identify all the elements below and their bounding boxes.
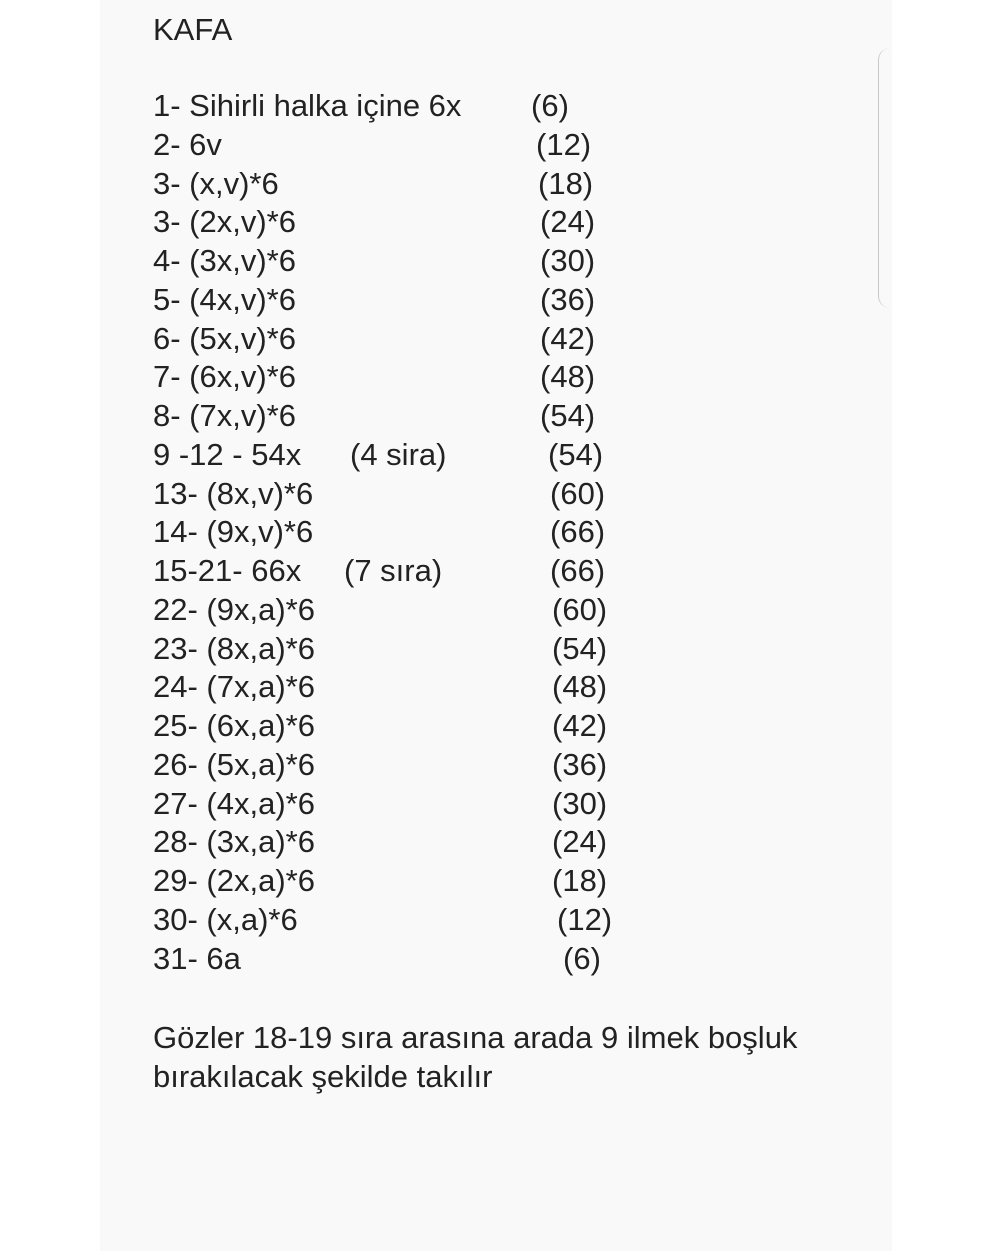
row-instruction: 27- (4x,a)*6: [153, 785, 315, 821]
row-stitch-count: (54): [540, 398, 596, 433]
row-stitch-count: (36): [540, 281, 596, 317]
row-instruction: 30- (x,a)*6: [153, 901, 298, 937]
row-stitch-count: (24): [540, 204, 596, 240]
pattern-row: [0, 901, 1000, 940]
row-stitch-count: (24): [552, 824, 608, 860]
row-instruction: 9 -12 - 54x: [153, 436, 302, 472]
row-stitch-count: (6): [563, 940, 601, 976]
pattern-row: [0, 126, 1000, 165]
pattern-row: [0, 630, 1000, 669]
row-stitch-count: (54): [552, 630, 608, 666]
row-stitch-count: (42): [540, 320, 596, 356]
row-instruction: 13- (8x,v)*6: [153, 475, 314, 511]
pattern-row: [0, 203, 1000, 242]
row-instruction: 4- (3x,v)*6: [153, 243, 296, 278]
row-stitch-count: (18): [538, 165, 594, 201]
row-stitch-count: (42): [552, 708, 608, 743]
pattern-row: [0, 668, 1000, 707]
row-stitch-count: (30): [552, 785, 608, 821]
row-stitch-count: (12): [557, 901, 613, 937]
footer-note: Gözler 18-19 sıra arasına arada 9 ilmek boşluk bırakılacak şekilde takılır: [153, 1020, 798, 1094]
pattern-row: [0, 707, 1000, 746]
pattern-row: [0, 513, 1000, 552]
pattern-row: [0, 475, 1000, 514]
note-title: KAFA: [153, 12, 233, 47]
row-instruction: 31- 6a: [153, 940, 241, 976]
row-stitch-count: (48): [540, 359, 596, 395]
row-instruction: 14- (9x,v)*6: [153, 514, 314, 550]
row-stitch-count: (66): [550, 553, 606, 588]
row-instruction: 8- (7x,v)*6: [153, 398, 296, 433]
pattern-row: [0, 87, 1000, 126]
row-instruction: 15-21- 66x: [153, 553, 302, 588]
row-instruction: 22- (9x,a)*6: [153, 591, 315, 627]
pattern-row: [0, 552, 1000, 591]
row-stitch-count: (48): [552, 669, 608, 705]
row-stitch-count: (6): [531, 88, 569, 123]
pattern-row: [0, 436, 1000, 475]
pattern-row: [0, 785, 1000, 824]
pattern-row: [0, 320, 1000, 359]
row-instruction: 1- Sihirli halka içine 6x: [153, 88, 462, 123]
pattern-row: [0, 940, 1000, 979]
pattern-row: [0, 746, 1000, 785]
pattern-row: [0, 397, 1000, 436]
row-instruction: 25- (6x,a)*6: [153, 708, 315, 743]
row-instruction: 29- (2x,a)*6: [153, 863, 315, 898]
row-instruction: 23- (8x,a)*6: [153, 630, 315, 666]
row-stitch-count: (18): [552, 863, 608, 898]
row-instruction: 6- (5x,v)*6: [153, 320, 296, 356]
row-stitch-count: (54): [548, 436, 604, 472]
row-stitch-count: (66): [550, 514, 606, 550]
row-instruction: 2- 6v: [153, 126, 222, 162]
row-instruction: 28- (3x,a)*6: [153, 824, 315, 860]
row-stitch-count: (30): [540, 243, 596, 278]
row-instruction: 7- (6x,v)*6: [153, 359, 296, 395]
row-instruction: 3- (x,v)*6: [153, 165, 279, 201]
pattern-row: [0, 165, 1000, 204]
row-instruction: 26- (5x,a)*6: [153, 746, 315, 782]
pattern-row: [0, 242, 1000, 281]
pattern-row: [0, 823, 1000, 862]
row-instruction: 3- (2x,v)*6: [153, 204, 296, 240]
row-note: (4 sira): [350, 436, 447, 472]
row-instruction: 24- (7x,a)*6: [153, 669, 315, 705]
row-stitch-count: (12): [536, 126, 592, 162]
row-instruction: 5- (4x,v)*6: [153, 281, 296, 317]
pattern-row: [0, 358, 1000, 397]
pattern-row: [0, 862, 1000, 901]
pattern-row: [0, 281, 1000, 320]
row-stitch-count: (60): [552, 591, 608, 627]
pattern-row: [0, 591, 1000, 630]
row-stitch-count: (36): [552, 746, 608, 782]
row-stitch-count: (60): [550, 475, 606, 511]
row-note: (7 sıra): [344, 553, 443, 588]
